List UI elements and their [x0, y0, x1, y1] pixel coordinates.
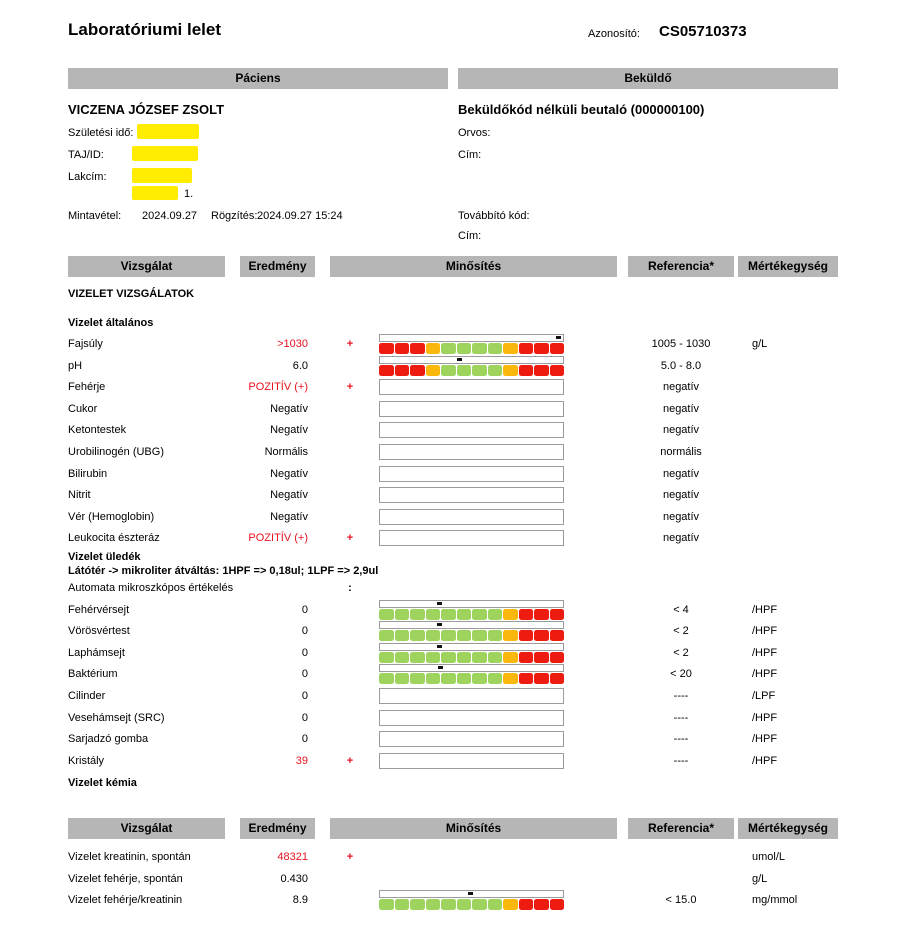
abnormal-flag: +: [346, 754, 354, 767]
result-row: [0, 847, 908, 869]
test-name: Automata mikroszkópos értékelés: [68, 581, 234, 594]
qualification-cell: [379, 751, 564, 773]
value-marker: [457, 358, 462, 361]
range-segment: [488, 673, 503, 684]
results-table-body: [0, 847, 908, 912]
range-segment: [457, 365, 472, 376]
result-row: [0, 729, 908, 751]
qualification-cell: [379, 356, 564, 378]
range-segment: [426, 673, 441, 684]
result-value: 0: [301, 733, 308, 746]
test-name: Urobilinogén (UBG): [68, 445, 164, 458]
range-segment: [550, 609, 565, 620]
range-segment: [457, 343, 472, 354]
column-header: Referencia*: [628, 818, 734, 839]
empty-qualification-box: [379, 466, 564, 482]
empty-qualification-box: [379, 444, 564, 460]
range-segment: [488, 609, 503, 620]
reference-range: 5.0 - 8.0: [660, 359, 702, 372]
result-value: 0: [301, 603, 308, 616]
range-segment: [410, 609, 425, 620]
address-label: Lakcím:: [68, 171, 107, 183]
qualification-cell: [379, 890, 564, 912]
range-segment: [519, 652, 534, 663]
test-name: Bilirubin: [68, 467, 108, 480]
abnormal-flag: +: [346, 338, 354, 350]
result-row: [0, 890, 908, 912]
range-segment: [395, 343, 410, 354]
reference-range: normális: [660, 445, 702, 458]
unit: /HPF: [752, 733, 778, 746]
result-value: 0: [301, 668, 308, 681]
range-segment: [503, 609, 518, 620]
range-segment: [379, 630, 394, 641]
test-name: Vizelet kreatinin, spontán: [68, 851, 191, 863]
column-header: Eredmény: [240, 818, 315, 839]
report-id-value: CS05710373: [659, 23, 747, 40]
sender-address-label: Cím:: [458, 149, 482, 161]
range-segment: [410, 673, 425, 684]
test-name: Cukor: [68, 402, 98, 415]
value-marker: [437, 623, 442, 626]
value-marker: [437, 602, 442, 605]
redaction-highlight: [137, 124, 199, 139]
value-marker: [468, 892, 473, 895]
result-value: 48321: [277, 851, 308, 863]
range-segment: [395, 899, 410, 910]
unit: /HPF: [752, 668, 778, 681]
qualification-cell: [379, 708, 564, 730]
result-value: POZITÍV (+): [248, 381, 308, 394]
result-value: 6.0: [292, 359, 308, 372]
result-value: >1030: [277, 338, 308, 350]
range-segment: [441, 609, 456, 620]
redaction-highlight: [132, 168, 192, 183]
abnormal-flag: +: [346, 532, 354, 545]
range-segment: [441, 899, 456, 910]
patient-name: VICZENA JÓZSEF ZSOLT: [68, 102, 225, 117]
range-segments: [379, 673, 564, 684]
value-marker: [437, 645, 442, 648]
qualification-cell: [379, 377, 564, 399]
results-table-body: [0, 312, 908, 794]
range-segment: [503, 343, 518, 354]
result-row: [0, 485, 908, 507]
reference-range: negatív: [662, 510, 700, 523]
result-row: [0, 578, 908, 600]
range-segment: [395, 652, 410, 663]
range-segment: [426, 652, 441, 663]
range-segment: [457, 652, 472, 663]
test-group-title: VIZELET VIZSGÁLATOK: [68, 288, 195, 300]
test-name: Fehérje: [68, 381, 106, 394]
range-segment: [503, 365, 518, 376]
range-segment: [550, 673, 565, 684]
abnormal-flag: +: [346, 381, 354, 394]
range-segment: [410, 343, 425, 354]
range-segment: [534, 365, 549, 376]
range-segment: [534, 899, 549, 910]
result-value: POZITÍV (+): [248, 532, 308, 545]
unit: mg/mmol: [752, 894, 798, 907]
range-segment: [426, 630, 441, 641]
section-label: Látótér -> mikroliter átváltás: 1HPF => 0,18ul; 1LPF => 2,9ul: [68, 564, 379, 577]
test-name: Leukocita észteráz: [68, 532, 160, 545]
range-segment: [503, 673, 518, 684]
qualification-cell: [379, 334, 564, 356]
range-segments: [379, 630, 564, 641]
range-segments: [379, 365, 564, 376]
result-value: Negatív: [270, 424, 308, 437]
range-segment: [519, 365, 534, 376]
qualification-cell: [379, 729, 564, 751]
forwarder-code-label: Továbbító kód:: [458, 210, 530, 222]
range-segment: [426, 343, 441, 354]
result-value: Negatív: [270, 489, 308, 502]
range-segment: [441, 630, 456, 641]
sampling-date: 2024.09.27: [142, 210, 198, 222]
result-row: [0, 334, 908, 356]
range-segment: [457, 609, 472, 620]
result-row: [0, 528, 908, 550]
reference-range: negatív: [662, 402, 700, 415]
column-header: Referencia*: [628, 256, 734, 277]
address-line2-suffix: 1.: [184, 188, 194, 200]
range-segments: [379, 652, 564, 663]
range-segment: [550, 630, 565, 641]
range-segment: [519, 630, 534, 641]
column-header: Mértékegység: [738, 818, 838, 839]
range-segment: [488, 343, 503, 354]
reference-range: negatív: [662, 532, 700, 545]
unit: /HPF: [752, 646, 778, 659]
test-name: Fajsúly: [68, 338, 103, 350]
reference-range: negatív: [662, 424, 700, 437]
range-segment: [550, 652, 565, 663]
range-segment: [441, 652, 456, 663]
reference-range: < 15.0: [665, 894, 697, 907]
range-segment: [426, 609, 441, 620]
range-segment: [410, 630, 425, 641]
range-segment: [534, 673, 549, 684]
qualification-cell: [379, 578, 564, 600]
range-segments: [379, 609, 564, 620]
result-row: [0, 377, 908, 399]
test-name: Nitrit: [68, 489, 91, 502]
range-segments: [379, 899, 564, 910]
result-row: [0, 420, 908, 442]
range-segment: [519, 609, 534, 620]
doctor-label: Orvos:: [458, 127, 491, 139]
range-segment: [410, 899, 425, 910]
result-value: 0: [301, 646, 308, 659]
result-value: Normális: [264, 445, 308, 458]
unit: g/L: [752, 872, 768, 885]
empty-qualification-box: [379, 710, 564, 726]
result-value: Negatív: [270, 402, 308, 415]
qualification-cell: [379, 686, 564, 708]
range-track: [379, 643, 564, 651]
reference-range: ----: [673, 754, 689, 767]
section-label: Vizelet általános: [68, 317, 154, 329]
result-row: [0, 621, 908, 643]
unit: /HPF: [752, 603, 778, 616]
taj-id-label: TAJ/ID:: [68, 149, 104, 161]
column-header: Vizsgálat: [68, 256, 225, 277]
test-name: Kristály: [68, 754, 105, 767]
qualification-cell: [379, 485, 564, 507]
range-segment: [441, 343, 456, 354]
qualification-cell: [379, 847, 564, 869]
page-title: Laboratóriumi lelet: [68, 20, 222, 39]
report-id-label: Azonosító:: [588, 28, 640, 40]
value-marker: [556, 336, 561, 339]
reference-range: ----: [673, 711, 689, 724]
unit: /LPF: [752, 689, 776, 702]
qualification-cell: [379, 621, 564, 643]
range-segment: [426, 365, 441, 376]
empty-qualification-box: [379, 422, 564, 438]
range-track: [379, 600, 564, 608]
qualification-cell: [379, 464, 564, 486]
range-segment: [472, 673, 487, 684]
range-segment: [488, 652, 503, 663]
reference-range: ----: [673, 689, 689, 702]
range-segment: [379, 652, 394, 663]
test-name: Laphámsejt: [68, 646, 125, 659]
result-value: 0.430: [280, 872, 308, 885]
empty-qualification-box: [379, 509, 564, 525]
reference-range: 1005 - 1030: [651, 338, 711, 350]
qualification-cell: [379, 643, 564, 665]
range-segment: [457, 899, 472, 910]
results-table-header: [0, 818, 908, 839]
range-segment: [503, 630, 518, 641]
abnormal-flag: :: [348, 581, 352, 594]
range-segment: [457, 630, 472, 641]
range-segment: [534, 343, 549, 354]
range-segment: [379, 365, 394, 376]
range-segment: [534, 652, 549, 663]
result-row: [0, 507, 908, 529]
qualification-cell: [379, 664, 564, 686]
range-segment: [550, 365, 565, 376]
range-segment: [550, 343, 565, 354]
result-row: [0, 442, 908, 464]
range-segment: [472, 609, 487, 620]
reference-range: < 4: [673, 603, 689, 616]
result-row: [0, 686, 908, 708]
range-segment: [379, 899, 394, 910]
range-segment: [410, 652, 425, 663]
empty-qualification-box: [379, 753, 564, 769]
result-row: [0, 464, 908, 486]
column-header: Eredmény: [240, 256, 315, 277]
sender-section-header: Beküldő: [458, 68, 838, 89]
empty-qualification-box: [379, 401, 564, 417]
result-row: [0, 356, 908, 378]
range-segment: [550, 899, 565, 910]
range-segment: [410, 365, 425, 376]
redaction-highlight: [132, 186, 178, 200]
range-segment: [441, 673, 456, 684]
result-value: 39: [295, 754, 308, 767]
sampling-label: Mintavétel:: [68, 210, 122, 222]
range-segment: [534, 609, 549, 620]
range-segment: [472, 365, 487, 376]
test-name: Cilinder: [68, 689, 106, 702]
column-header: Mértékegység: [738, 256, 838, 277]
test-name: Sarjadzó gomba: [68, 733, 149, 746]
test-name: Vizelet fehérje/kreatinin: [68, 894, 183, 907]
range-segment: [426, 899, 441, 910]
range-track: [379, 890, 564, 898]
value-marker: [438, 666, 443, 669]
range-track: [379, 664, 564, 672]
patient-section-header: Páciens: [68, 68, 448, 89]
reference-range: < 20: [670, 668, 692, 681]
result-value: 0: [301, 689, 308, 702]
range-segments: [379, 343, 564, 354]
result-row: [0, 751, 908, 773]
result-value: Negatív: [270, 510, 308, 523]
test-name: Baktérium: [68, 668, 118, 681]
abnormal-flag: +: [346, 851, 354, 863]
reference-range: < 2: [673, 625, 689, 638]
result-row: [0, 869, 908, 891]
empty-qualification-box: [379, 487, 564, 503]
qualification-cell: [379, 420, 564, 442]
range-segment: [395, 609, 410, 620]
unit: /HPF: [752, 625, 778, 638]
range-segment: [379, 673, 394, 684]
result-row: [0, 643, 908, 665]
test-name: Vörösvértest: [68, 625, 130, 638]
section-label: Vizelet kémia: [68, 777, 137, 790]
redaction-highlight: [132, 146, 198, 161]
empty-qualification-box: [379, 688, 564, 704]
range-segment: [472, 652, 487, 663]
empty-qualification-box: [379, 731, 564, 747]
column-header: Vizsgálat: [68, 818, 225, 839]
unit: umol/L: [752, 851, 786, 863]
reference-range: negatív: [662, 489, 700, 502]
range-segment: [441, 365, 456, 376]
empty-qualification-box: [379, 379, 564, 395]
result-row: [0, 399, 908, 421]
range-segment: [457, 673, 472, 684]
range-segment: [503, 652, 518, 663]
unit: /HPF: [752, 754, 778, 767]
range-track: [379, 334, 564, 342]
test-name: Fehérvérsejt: [68, 603, 130, 616]
range-segment: [395, 365, 410, 376]
section-label: Vizelet üledék: [68, 550, 141, 563]
qualification-cell: [379, 442, 564, 464]
recorded-datetime: 2024.09.27 15:24: [257, 210, 343, 222]
reference-range: negatív: [662, 467, 700, 480]
range-segment: [534, 630, 549, 641]
result-value: 8.9: [292, 894, 308, 907]
unit: g/L: [752, 338, 768, 350]
range-segment: [519, 343, 534, 354]
test-name: Vizelet fehérje, spontán: [68, 872, 183, 885]
qualification-cell: [379, 600, 564, 622]
result-value: Negatív: [270, 467, 308, 480]
forwarder-address-label: Cím:: [458, 230, 482, 242]
range-segment: [379, 609, 394, 620]
range-segment: [395, 630, 410, 641]
range-segment: [519, 673, 534, 684]
qualification-cell: [379, 528, 564, 550]
qualification-cell: [379, 507, 564, 529]
range-segment: [395, 673, 410, 684]
result-row: [0, 600, 908, 622]
range-segment: [379, 343, 394, 354]
reference-range: negatív: [662, 381, 700, 394]
range-segment: [488, 365, 503, 376]
result-row: [0, 708, 908, 730]
column-header: Minősítés: [330, 256, 617, 277]
test-name: Vesehámsejt (SRC): [68, 711, 165, 724]
recorded-label: Rögzítés:: [211, 210, 258, 222]
range-segment: [472, 899, 487, 910]
range-segment: [488, 630, 503, 641]
unit: /HPF: [752, 711, 778, 724]
test-name: pH: [68, 359, 83, 372]
reference-range: ----: [673, 733, 689, 746]
qualification-cell: [379, 869, 564, 891]
range-segment: [472, 343, 487, 354]
result-value: 0: [301, 625, 308, 638]
range-segment: [472, 630, 487, 641]
range-segment: [488, 899, 503, 910]
qualification-cell: [379, 399, 564, 421]
result-row: [0, 664, 908, 686]
range-track: [379, 356, 564, 364]
empty-qualification-box: [379, 530, 564, 546]
birthdate-label: Születési idő:: [68, 127, 134, 139]
reference-range: < 2: [673, 646, 689, 659]
test-name: Vér (Hemoglobin): [68, 510, 155, 523]
results-table-header: [0, 256, 908, 277]
test-name: Ketontestek: [68, 424, 127, 437]
range-segment: [503, 899, 518, 910]
result-value: 0: [301, 711, 308, 724]
column-header: Minősítés: [330, 818, 617, 839]
sender-name: Beküldőkód nélküli beutaló (000000100): [458, 102, 705, 117]
range-track: [379, 621, 564, 629]
range-segment: [519, 899, 534, 910]
